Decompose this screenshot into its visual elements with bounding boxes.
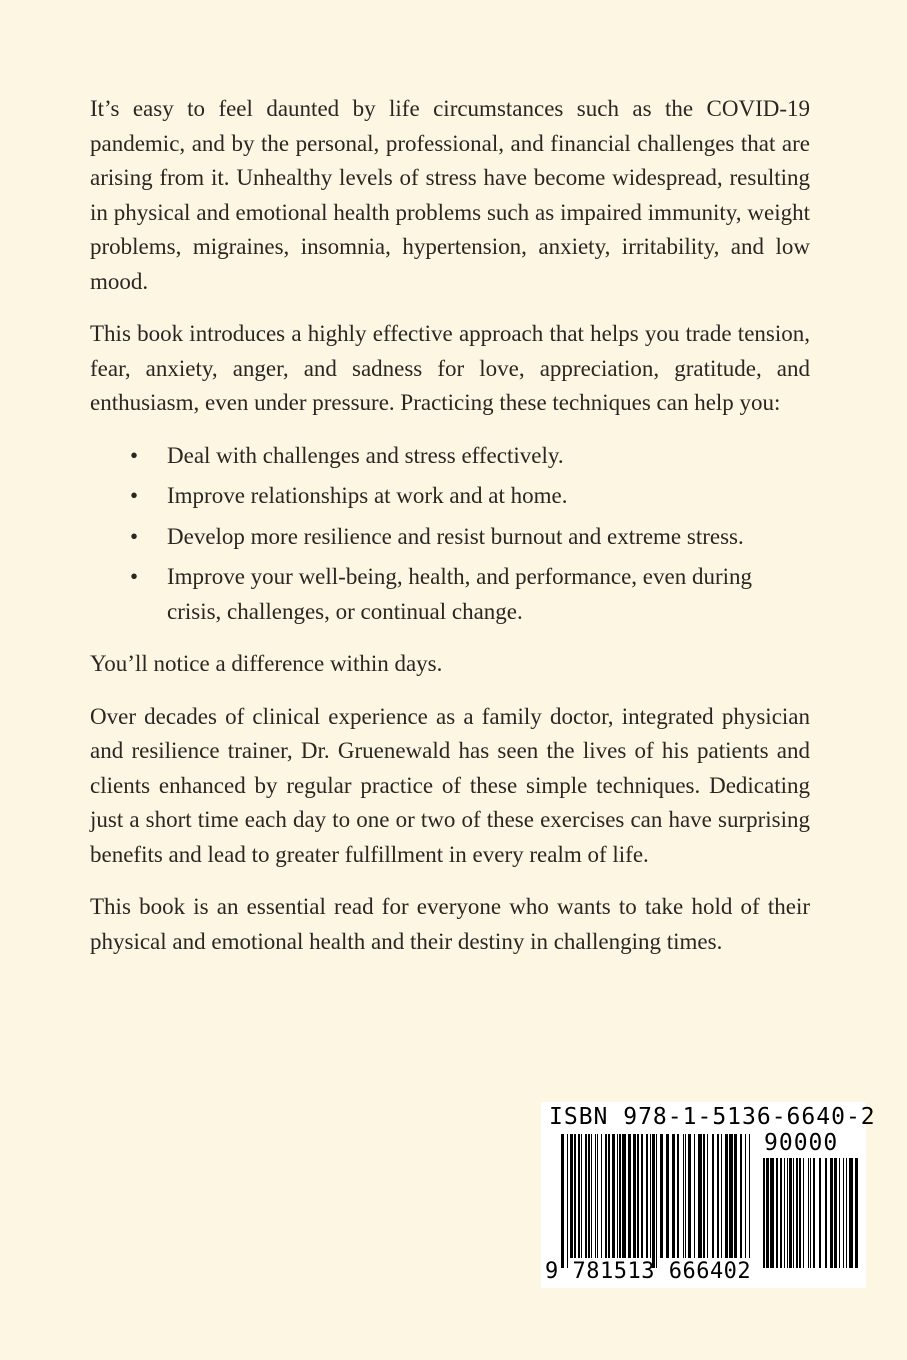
barcode-bar <box>813 1158 815 1268</box>
barcode-bar <box>581 1134 582 1258</box>
bullet-icon: • <box>130 442 139 468</box>
barcode-bar <box>725 1134 728 1258</box>
barcode-bar <box>789 1158 792 1268</box>
barcode-bar <box>825 1158 827 1268</box>
barcode-bar <box>763 1158 765 1268</box>
barcode-bar <box>855 1158 858 1268</box>
isbn-barcode <box>541 1102 876 1288</box>
barcode-bar <box>688 1134 691 1258</box>
difference-paragraph: You’ll notice a difference within days. <box>90 651 443 676</box>
barcode-bar <box>808 1158 809 1268</box>
barcode-bar <box>619 1134 621 1258</box>
barcode-bar <box>561 1134 564 1268</box>
barcode-bar <box>717 1134 719 1258</box>
barcode-bar <box>612 1134 615 1258</box>
barcode-bar <box>839 1158 840 1268</box>
barcode-bar <box>734 1134 737 1258</box>
intro-paragraph: It’s easy to feel daunted by life circumstances such as the COVID-19 pandemic, and by the personal, professional, and financial challenges that are arising from it. Unhealthy levels of stress have become widespread, resulting in physical and emotional health problems such as impaired immunity, weight problems, migraines, insomnia, hypertension, anxiety, irritability, and low mood. <box>90 96 810 294</box>
barcode-bar <box>633 1134 636 1258</box>
barcode-bar <box>846 1158 847 1268</box>
barcode-bar <box>810 1158 811 1268</box>
barcode-bar <box>574 1134 576 1258</box>
barcode-bar <box>830 1158 833 1268</box>
barcode-bar <box>608 1134 610 1258</box>
barcode-bar <box>605 1134 607 1258</box>
bullet-icon: • <box>130 523 139 549</box>
list-item: • Improve relationships at work and at home. <box>90 479 810 514</box>
price-code: 90000 <box>764 1130 839 1156</box>
barcode-bar <box>843 1158 844 1268</box>
barcode-bar <box>834 1158 837 1268</box>
list-item: • Develop more resilience and resist burnout and extreme stress. <box>90 520 810 555</box>
back-cover-text <box>90 92 810 977</box>
barcode-bar <box>660 1134 663 1258</box>
author-paragraph: Over decades of clinical experience as a family doctor, integrated physician and resilience trainer, Dr. Gruenewald has seen the lives of his patients and clients enhanced by regular practice of these simple techniques. Dedicating just a short time each day to one or two of these exercises can have surprising benefits and lead to greater fulfillment in every realm of life. <box>90 703 810 867</box>
barcode-bar <box>585 1134 587 1258</box>
barcode-bar <box>799 1158 801 1268</box>
barcode-bar <box>685 1134 686 1258</box>
barcode-bar <box>849 1158 853 1268</box>
barcode-bar <box>683 1134 684 1258</box>
benefits-list <box>90 439 810 630</box>
barcode-bar <box>656 1134 657 1268</box>
barcode-bar <box>729 1134 733 1258</box>
isbn-label: ISBN 978-1-5136-6640-2 <box>549 1104 876 1130</box>
barcode-bar <box>796 1158 798 1268</box>
barcode-bar <box>650 1134 651 1258</box>
barcode-bar <box>707 1134 708 1258</box>
barcode-bar <box>776 1158 778 1268</box>
barcode-bar <box>819 1158 821 1268</box>
barcode-bar <box>637 1134 639 1258</box>
barcode-bar <box>601 1134 602 1258</box>
barcode-bar <box>694 1134 695 1258</box>
barcode-bar <box>787 1158 788 1268</box>
bullet-icon: • <box>130 483 139 508</box>
barcode-bar <box>672 1134 675 1258</box>
barcode-bar <box>591 1134 592 1258</box>
barcode-bar <box>740 1134 742 1258</box>
list-item: • Deal with challenges and stress effectively. <box>90 439 810 474</box>
barcode-bar <box>622 1134 626 1258</box>
barcode-bar <box>712 1134 714 1258</box>
barcode-bar <box>703 1134 705 1258</box>
barcode-bar <box>652 1134 655 1268</box>
barcode-bar <box>749 1134 750 1258</box>
list-item: • Improve your well-being, health, and performance, even during crisis, challenges, or continual change. <box>90 560 810 629</box>
barcode-bar <box>567 1134 568 1268</box>
ean-digits: 9 781513 666402 <box>545 1259 752 1284</box>
barcode-bar <box>666 1134 669 1258</box>
barcode-bar <box>628 1134 631 1258</box>
barcode-bar <box>698 1134 702 1258</box>
barcode-bar <box>784 1158 785 1268</box>
barcode-bar <box>578 1134 580 1258</box>
barcode-bar <box>793 1158 794 1268</box>
closing-paragraph: This book is an essential read for everyone who wants to take hold of their physical and emotional health and their destiny in challenging times. <box>90 894 810 954</box>
barcode-bar <box>803 1158 804 1268</box>
barcode-bar <box>617 1134 618 1258</box>
barcode-bar <box>588 1134 590 1258</box>
barcode-bar <box>646 1134 648 1258</box>
barcode-bar <box>766 1158 769 1268</box>
barcode-bar <box>641 1134 643 1258</box>
barcode-bar <box>595 1134 596 1258</box>
barcode-bar <box>780 1158 782 1268</box>
barcode-bar <box>570 1134 573 1258</box>
barcode-bar <box>721 1134 722 1258</box>
barcode-bar <box>745 1134 746 1258</box>
bullet-icon: • <box>130 564 139 589</box>
approach-paragraph: This book introduces a highly effective approach that helps you trade tension, fear, anxiety, anger, and sadness for love, appreciation, gratitude, and enthusiasm, even under pressure. Practicing these techniques can help you: <box>90 321 810 415</box>
barcode-bar <box>597 1134 598 1258</box>
barcode-bar <box>770 1158 774 1268</box>
barcode-bar <box>677 1134 679 1258</box>
